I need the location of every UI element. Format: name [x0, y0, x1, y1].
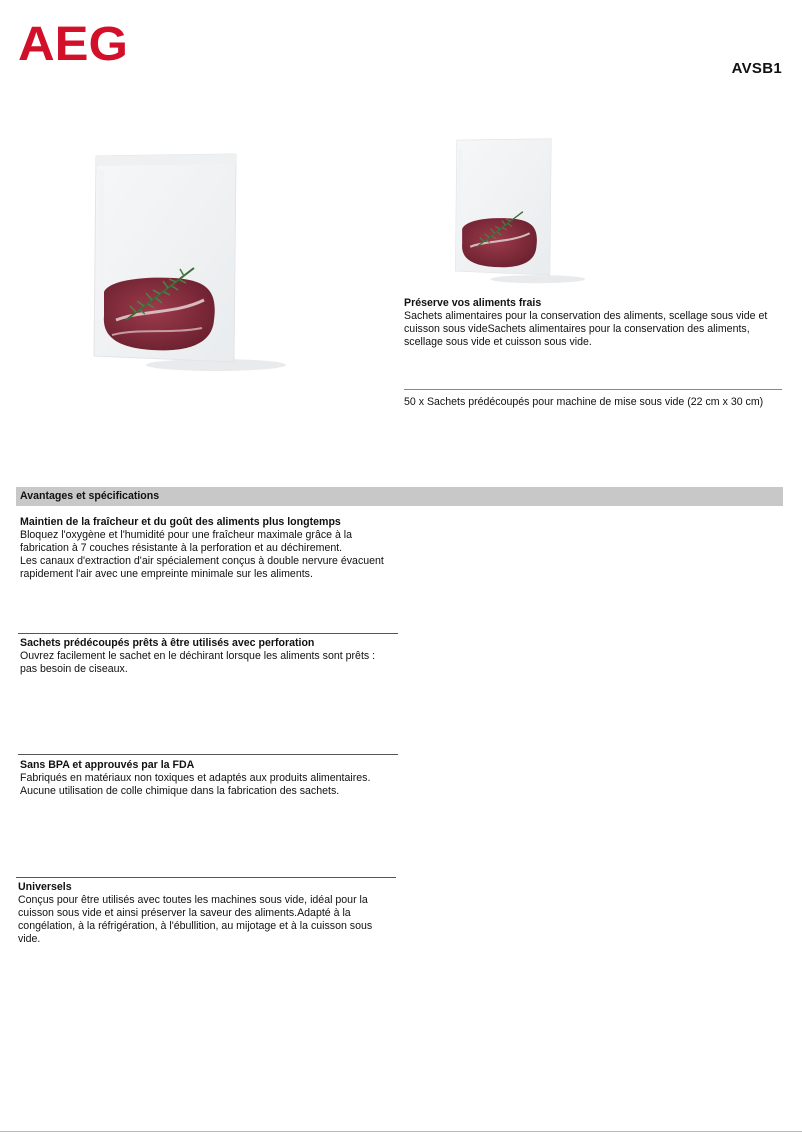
feature-block [20, 759, 398, 798]
feature-line: Conçus pour être utilisés avec toutes les machines sous vide, idéal pour la [18, 894, 368, 906]
feature-block [20, 637, 398, 676]
logo-text: AEG [18, 18, 128, 64]
model-number: AVSB1 [731, 60, 782, 77]
feature-line: pas besoin de ciseaux. [20, 663, 128, 675]
feature-line: Aucune utilisation de colle chimique dans la fabrication des sachets. [20, 785, 340, 797]
feature-title: Maintien de la fraîcheur et du goût des aliments plus longtemps [20, 516, 341, 528]
feature-title: Sachets prédécoupés prêts à être utilisés avec perforation [20, 637, 315, 649]
divider [18, 633, 398, 634]
feature-line: congélation, à la réfrigération, à l'ébullition, au mijotage et à la cuisson sous [18, 920, 373, 932]
divider [18, 754, 398, 755]
feature-block [20, 516, 398, 581]
section-heading: Avantages et spécifications [16, 487, 783, 506]
aeg-logo [18, 18, 130, 64]
pack-contents: 50 x Sachets prédécoupés pour machine de mise sous vide (22 cm x 30 cm) [404, 396, 764, 408]
feature-line: vide. [18, 933, 41, 945]
feature-line: Ouvrez facilement le sachet en le déchirant lorsque les aliments sont prêts : [20, 650, 376, 662]
page-bottom-rule [0, 1131, 802, 1132]
divider [16, 877, 396, 878]
preserve-block [404, 297, 782, 349]
feature-block [18, 881, 396, 946]
preserve-body: Sachets alimentaires pour la conservation des aliments, scellage sous vide et cuisson sous videSachets alimentaires pour la conservation des aliments, scellage sous vide et cuisson sous vide. [404, 310, 768, 348]
feature-line: Bloquez l'oxygène et l'humidité pour une fraîcheur maximale grâce à la [20, 529, 353, 541]
divider [404, 389, 782, 390]
feature-line: Les canaux d'extraction d'air spécialement conçus à double nervure évacuent [20, 555, 384, 567]
vacuum-bag-steak-thumbnail [450, 136, 585, 288]
feature-title: Sans BPA et approuvés par la FDA [20, 759, 195, 771]
vacuum-bag-steak-image [86, 150, 286, 375]
preserve-title: Préserve vos aliments frais [404, 297, 542, 309]
feature-title: Universels [18, 881, 72, 893]
feature-line: fabrication à 7 couches résistante à la perforation et au déchirement. [20, 542, 343, 554]
feature-line: rapidement l'air avec une empreinte minimale sur les aliments. [20, 568, 313, 580]
feature-line: cuisson sous vide et ainsi préserver la saveur des aliments.Adapté à la [18, 907, 351, 919]
feature-line: Fabriqués en matériaux non toxiques et adaptés aux produits alimentaires. [20, 772, 371, 784]
